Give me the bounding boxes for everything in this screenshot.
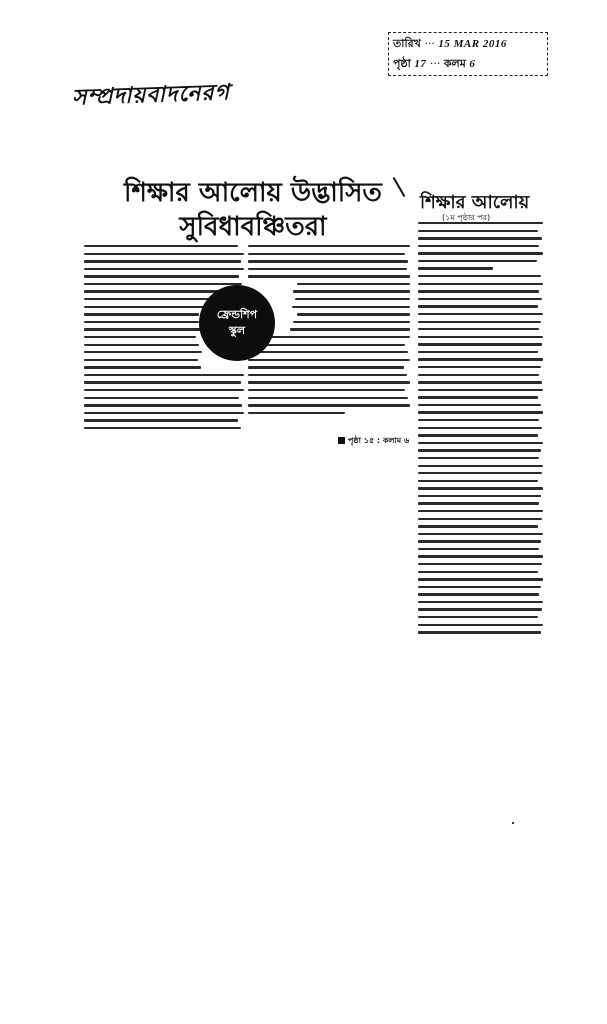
continued-marker: পৃষ্ঠা ১৫ : কলাম ৬ — [338, 435, 409, 448]
column-label: কলম — [443, 57, 466, 70]
date-value: 15 MAR 2016 — [438, 38, 507, 50]
column-value: 6 — [469, 58, 476, 70]
sidebar-from-page: (১ম পৃষ্ঠার পর) — [442, 213, 491, 222]
scan-speck — [512, 822, 514, 824]
sidebar-column — [418, 222, 543, 638]
article-headline — [108, 176, 398, 244]
friendship-school-badge — [199, 285, 275, 361]
sidebar-title: শিক্ষার আলোয় — [420, 192, 530, 213]
newspaper-masthead: সম্প্রদায়বাদনেরগ — [71, 79, 231, 111]
date-stamp: তারিখ ··· 15 MAR 2016 পৃষ্ঠা 17 ··· কলম 6 — [388, 32, 548, 76]
badge-line-1: ফ্রেন্ডশিপ — [216, 308, 258, 321]
page-label: পৃষ্ঠা — [393, 57, 411, 70]
headline-line-1: শিক্ষার আলোয় উদ্ভাসিত — [124, 178, 382, 208]
date-label: তারিখ — [393, 37, 421, 50]
badge-line-2: স্কুল — [228, 324, 246, 337]
page-value: 17 — [414, 58, 427, 70]
article-column-2 — [248, 245, 410, 435]
headline-line-2: সুবিধাবঞ্চিতরা — [179, 212, 327, 242]
